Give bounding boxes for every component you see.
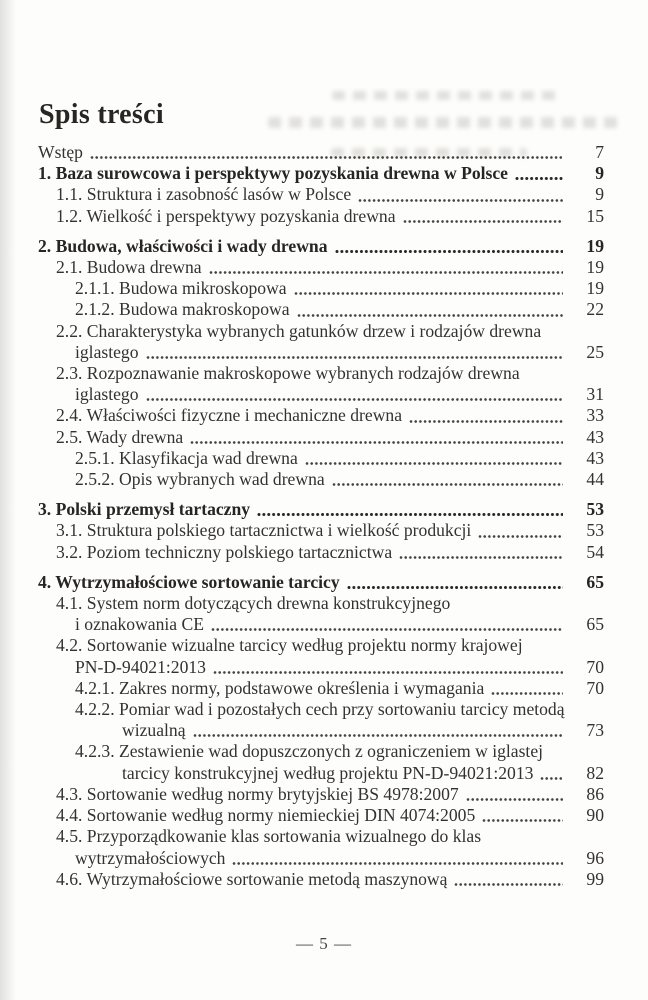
toc-page-number: 33 <box>586 405 604 426</box>
bleedthrough-ghost-text <box>268 117 620 128</box>
toc-dot-leader <box>297 313 563 318</box>
toc-entry-text: 1.1. Struktura i zasobność lasów w Polsce <box>56 184 352 205</box>
toc-line <box>38 784 604 805</box>
toc-dot-leader <box>232 861 563 866</box>
toc-entry <box>38 499 604 520</box>
toc-page-number: 90 <box>586 805 604 826</box>
toc-line <box>38 163 604 184</box>
toc-dot-leader <box>466 797 563 802</box>
toc-entry <box>38 593 604 635</box>
toc-line <box>38 763 604 784</box>
toc-page-number: 96 <box>586 847 604 868</box>
toc-page-number: 22 <box>586 299 604 320</box>
toc-dot-leader <box>454 882 563 887</box>
toc-entry-text: 3.2. Poziom techniczny polskiego tartacznictwa <box>56 541 393 562</box>
toc-entry-text: 4.2.2. Pomiar wad i pozostałych cech przy sortowaniu tarcicy metodą <box>75 699 565 720</box>
toc-entry <box>38 784 604 805</box>
toc-dot-leader <box>399 555 563 560</box>
toc-entry <box>38 469 604 490</box>
toc-line <box>38 384 604 405</box>
toc-page-number: 19 <box>586 235 604 256</box>
toc-dot-leader <box>209 270 563 275</box>
toc-entry-text: Wstęp <box>38 142 83 162</box>
toc-page-number: 19 <box>586 257 604 278</box>
toc-line <box>38 236 604 257</box>
toc-line <box>38 593 604 614</box>
page-number-footer: — 5 — <box>296 934 352 953</box>
toc-line <box>38 848 604 869</box>
toc-dot-leader <box>347 585 563 590</box>
toc-dot-leader <box>193 733 563 738</box>
toc-line <box>38 342 604 363</box>
toc-page-number: 31 <box>586 384 604 405</box>
toc-dot-leader <box>211 627 563 632</box>
toc-entry <box>38 741 604 783</box>
toc-line <box>38 257 604 278</box>
toc-entry-text: 1.2. Wielkość i perspektywy pozyskania drewna <box>56 205 396 226</box>
toc-line <box>38 206 604 227</box>
toc-entry <box>38 236 604 257</box>
toc-line <box>38 635 604 656</box>
toc-entry-text: iglastego <box>75 341 139 362</box>
toc-page-number: 99 <box>586 868 604 889</box>
toc-line <box>38 572 604 593</box>
toc-line <box>38 720 604 741</box>
toc-line <box>38 184 604 205</box>
toc-entry-text: 2.3. Rozpoznawanie makroskopowe wybranych rodzajów drewna <box>56 363 520 384</box>
toc-entry <box>38 699 604 741</box>
toc-entry-text: 2.2. Charakterystyka wybranych gatunków drzew i rodzajów drewna <box>56 320 542 341</box>
toc-entry-text: PN-D-94021:2013 <box>75 656 206 677</box>
toc-line <box>38 448 604 469</box>
toc-dot-leader <box>403 219 563 224</box>
toc-dot-leader <box>482 818 563 823</box>
toc-entry <box>38 405 604 426</box>
toc-line <box>38 657 604 678</box>
toc-entry-text: 4.6. Wytrzymałościowe sortowanie metodą maszynową <box>56 868 448 889</box>
toc-line <box>38 321 604 342</box>
toc-entry-text: iglastego <box>75 384 139 405</box>
toc-line <box>38 826 604 847</box>
toc-entry <box>38 635 604 677</box>
toc-dot-leader <box>146 355 563 360</box>
toc-entry-text: 2.1.2. Budowa makroskopowa <box>75 299 290 320</box>
toc-dot-leader <box>294 291 563 296</box>
toc-page-number: 25 <box>586 341 604 362</box>
toc-entry-text: 2.1. Budowa drewna <box>56 257 202 278</box>
toc-entry-text: 4. Wytrzymałościowe sortowanie tarcicy <box>38 571 340 592</box>
bleedthrough-ghost-text <box>332 91 560 100</box>
toc-page-number: 9 <box>595 163 604 184</box>
toc-entry-text: 2.5. Wady drewna <box>56 426 184 447</box>
toc-entry-text: 2.5.2. Opis wybranych wad drewna <box>75 469 325 490</box>
toc-dot-leader <box>335 249 563 254</box>
toc-entry-text: 2. Budowa, właściwości i wady drewna <box>38 235 328 256</box>
toc-dot-leader <box>332 482 563 487</box>
toc-dot-leader <box>190 440 563 445</box>
scan-edge-shading <box>0 0 16 1000</box>
toc-line <box>38 469 604 490</box>
toc-dot-leader <box>478 534 563 539</box>
toc-line <box>38 363 604 384</box>
toc-entry-text: wizualną <box>122 720 186 741</box>
toc-entry <box>38 678 604 699</box>
toc-entry-text: 2.1.1. Budowa mikroskopowa <box>75 278 287 299</box>
toc-entry <box>38 257 604 278</box>
toc-entry-text: 4.4. Sortowanie według normy niemieckiej DIN 4074:2005 <box>56 805 476 826</box>
toc-entry-text: 2.4. Właściwości fizyczne i mechaniczne drewna <box>56 405 403 426</box>
toc-entry <box>38 826 604 868</box>
toc-line <box>38 299 604 320</box>
toc-dot-leader <box>257 512 563 517</box>
toc-line <box>38 678 604 699</box>
toc-entry <box>38 427 604 448</box>
toc-page-number: 73 <box>586 720 604 741</box>
toc-line <box>38 741 604 762</box>
toc-entry <box>38 278 604 299</box>
toc-entry <box>38 869 604 890</box>
toc-page-number: 19 <box>586 278 604 299</box>
toc-page-number: 7 <box>595 142 604 162</box>
toc-page-number: 9 <box>595 184 604 205</box>
toc-entry-text: wytrzymałościowych <box>75 847 226 868</box>
toc-dot-leader <box>409 419 563 424</box>
toc-dot-leader <box>305 461 563 466</box>
toc-dot-leader <box>358 198 563 203</box>
toc-page-number: 15 <box>586 205 604 226</box>
toc-entry <box>38 142 604 163</box>
toc-line <box>38 427 604 448</box>
toc-page-number: 82 <box>586 762 604 783</box>
page-title: Spis treści <box>39 98 164 130</box>
toc-entry-text: 4.2. Sortowanie wizualne tarcicy według projektu normy krajowej <box>56 635 523 656</box>
toc-entry-text: 4.1. System norm dotyczących drewna konstrukcyjnego <box>56 593 451 614</box>
toc-line <box>38 278 604 299</box>
toc-entry <box>38 805 604 826</box>
toc-line <box>38 405 604 426</box>
toc-page-number: 86 <box>586 783 604 804</box>
toc-entry-text: 4.2.1. Zakres normy, podstawowe określenia i wymagania <box>75 677 485 698</box>
toc-entry-text: 1. Baza surowcowa i perspektywy pozyskania drewna w Polsce <box>38 163 508 184</box>
toc-page-number: 65 <box>586 614 604 635</box>
toc-page-number: 53 <box>586 520 604 541</box>
toc-line <box>38 499 604 520</box>
toc-entry <box>38 299 604 320</box>
toc-entry-text: 4.2.3. Zestawienie wad dopuszczonych z ograniczeniem w iglastej <box>75 741 544 762</box>
toc-entry-text: 4.5. Przyporządkowanie klas sortowania wizualnego do klas <box>56 826 482 847</box>
toc-entry-text: 4.3. Sortowanie według normy brytyjskiej BS 4978:2007 <box>56 783 459 804</box>
toc-entry <box>38 163 604 184</box>
toc-entry-text: 3. Polski przemysł tartaczny <box>38 499 251 520</box>
toc-page-number: 70 <box>586 677 604 698</box>
toc-line <box>38 869 604 890</box>
toc-dot-leader <box>540 776 563 781</box>
toc-entry <box>38 572 604 593</box>
toc-line <box>38 542 604 563</box>
toc-entry <box>38 448 604 469</box>
toc-entry-text: i oznakowania CE <box>75 614 204 635</box>
toc-page-number: 70 <box>586 656 604 677</box>
toc-dot-leader <box>491 691 563 696</box>
toc-line <box>38 520 604 541</box>
toc-dot-leader <box>146 397 563 402</box>
toc-page-number: 53 <box>586 499 604 520</box>
toc-entry-text: 2.5.1. Klasyfikacja wad drewna <box>75 447 298 468</box>
toc-dot-leader <box>213 670 563 675</box>
toc-page-number: 44 <box>586 469 604 490</box>
toc-entry <box>38 321 604 363</box>
toc-dot-leader <box>90 155 563 160</box>
toc-entry <box>38 363 604 405</box>
toc-entry <box>38 184 604 205</box>
toc-dot-leader <box>515 176 563 181</box>
toc-line <box>38 699 604 720</box>
toc-line <box>38 805 604 826</box>
toc-page-number: 43 <box>586 447 604 468</box>
toc-line <box>38 142 604 163</box>
toc-entry <box>38 206 604 227</box>
toc-line <box>38 614 604 635</box>
toc-entry <box>38 542 604 563</box>
toc-page-number: 43 <box>586 426 604 447</box>
toc-page-number: 54 <box>586 541 604 562</box>
toc-page-number: 65 <box>586 571 604 592</box>
toc-entry-text: tarcicy konstrukcyjnej według projektu PN-D-94021:2013 <box>122 762 534 783</box>
toc-entry-text: 3.1. Struktura polskiego tartacznictwa i wielkość produkcji <box>56 520 472 541</box>
toc-list <box>38 142 604 890</box>
toc-entry <box>38 520 604 541</box>
